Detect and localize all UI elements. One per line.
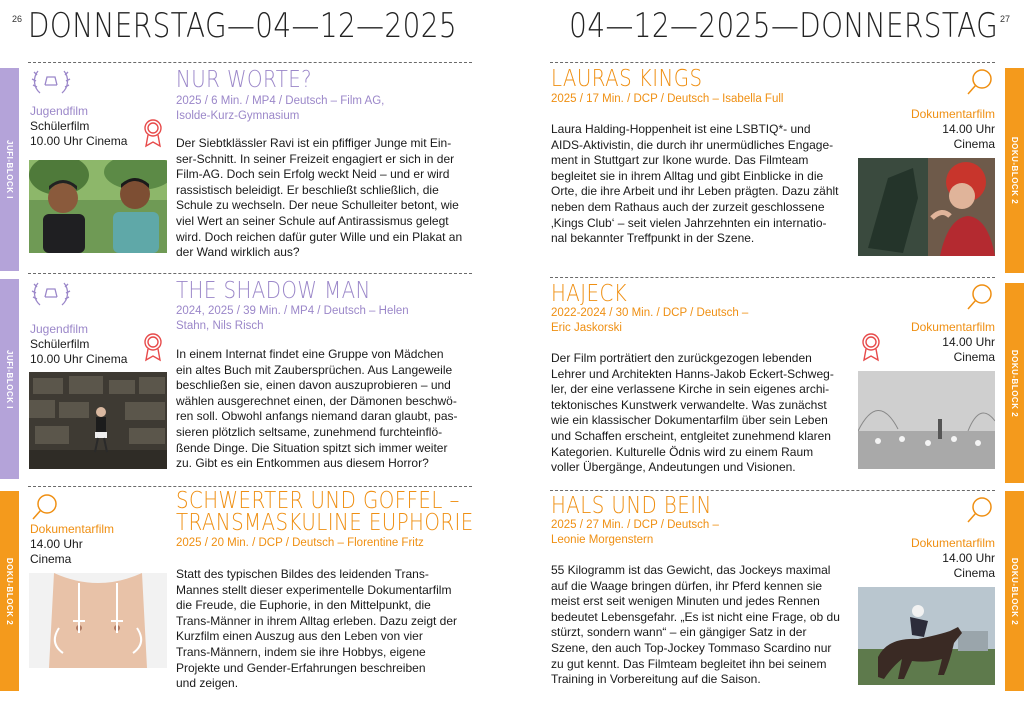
film-description: Statt des typischen Bildes des leidenden Trans- Mannes stellt dieser experimentelle Dokumentarfilm die Freude, die Euphorie, in den Mittelpunkt, die Trans-Männer in ihrem Alltag erleben. Dazu zeigt der Kurzfilm einen Auszug aus den Leben von vier Trans-Männern, indem sie ihre Hobbys, eigene Projekte und Gender-Erfahrungen beschreiben und zeigen. [176, 567, 458, 691]
category-label: Schülerfilm [30, 337, 90, 351]
film-still-hajeck [858, 371, 995, 469]
dashed-divider [550, 490, 995, 491]
screening-info [30, 104, 127, 149]
film-meta: 2025 / 17 Min. / DCP / Deutsch – Isabella Full [551, 93, 784, 105]
laurel-wreath-icon [30, 279, 72, 309]
magnifier-icon [965, 67, 995, 97]
block-tab-doku: DOKU-BLOCK 2 [1005, 491, 1024, 691]
award-ribbon-icon [142, 332, 164, 362]
genre-label: Jugendfilm [30, 322, 89, 336]
film-still-hals-und-bein [858, 587, 995, 685]
dashed-divider [28, 273, 472, 274]
film-title: THE SHADOW MAN [176, 278, 371, 304]
block-tab-doku: DOKU-BLOCK 2 [1005, 68, 1024, 273]
time-label: 14.00 Uhr [942, 551, 995, 565]
page-header-right: 04—12—2025—DONNERSTAG [568, 6, 998, 46]
film-meta: 2022-2024 / 30 Min. / DCP / Deutsch – Eric Jaskorski [551, 307, 749, 334]
film-still-nur-worte [29, 160, 167, 253]
film-still-schwerter-und-goffel [29, 573, 167, 668]
time-venue: 10.00 Uhr Cinema [30, 134, 128, 148]
venue-label: Cinema [953, 566, 995, 580]
genre-label: Dokumentarfilm [910, 320, 995, 334]
time-label: 14.00 Uhr [942, 335, 995, 349]
venue-label: Cinema [953, 137, 995, 151]
genre-label: Dokumentarfilm [910, 107, 995, 121]
block-tab-doku: DOKU-BLOCK 2 [0, 491, 19, 691]
block-tab-jufi: JUFI-BLOCK I [0, 68, 19, 271]
film-meta: 2025 / 27 Min. / DCP / Deutsch – Leonie Morgenstern [551, 519, 719, 546]
block-tab-doku: DOKU-BLOCK 2 [1005, 283, 1024, 483]
venue-label: Cinema [953, 350, 995, 364]
time-venue: 10.00 Uhr Cinema [30, 352, 128, 366]
film-title: NUR WORTE? [176, 67, 313, 93]
film-description: 55 Kilogramm ist das Gewicht, das Jockeys maximal auf die Waage bringen dürfen, ihr Pferd kennen sie meist erst seit wenigen Minuten und jedes Rennen bedeutet Lebensgefahr. „Es ist nicht eine Frage, ob du stürzt, sondern wann“ – ein gängiger Satz in der Szene, den auch Top-Jockey Tommaso Scardino nur zu gut kennt. Das Filmteam begleitet ihn bei seinem Training in Vorbereitung auf die Saison. [551, 563, 840, 687]
magnifier-icon [965, 282, 995, 312]
film-description: Der Film porträtiert den zurückgezogen lebenden Lehrer und Architekten Hanns-Jakob Eckert-Schweg- ler, der eine verlassene Kirche in sein eigenes archi- tektonisches Kunstwerk verwandelte. Was zunächst wie ein klassischer Dokumentarfilm über sein Leben und Schaffen erscheint, entgleitet zunehmend klaren Kategorien. Kulturelle Ödnis wird zu einem Raum voller Übergänge, Andeutungen und Visionen. [551, 351, 834, 475]
film-description: Laura Halding-Hoppenheit ist eine LSBTIQ*- und AIDS-Aktivistin, die durch ihr unermüdliches Engage- ment in Stuttgart zur Ikone wurde. Das Filmteam begleitet sie in ihrem Alltag und gibt Einblicke in die Orte, die ihre Arbeit und ihr Leben prägten. Dazu zählt neben dem Rathaus auch der zurzeit geschlossene ‚Kings Club‘ – seit vielen Jahrzehnten ein internatio- nal bekannter Treffpunkt in der Szene. [551, 122, 839, 246]
screening-info [911, 107, 995, 152]
film-title: HALS UND BEIN [551, 493, 712, 519]
film-meta: 2025 / 6 Min. / MP4 / Deutsch – Film AG, Isolde-Kurz-Gymnasium [176, 95, 385, 122]
screening-info [30, 522, 114, 567]
genre-label: Jugendfilm [30, 104, 89, 118]
film-still-lauras-kings [858, 158, 995, 256]
genre-label: Dokumentarfilm [30, 522, 115, 536]
film-description: In einem Internat findet eine Gruppe von Mädchen ein altes Buch mit Zaubersprüchen. Aus Langeweile beschließen sie, einen davon auszuprobieren – und wählen ausgerechnet einen, der Dämonen beschwö- ren soll. Obwohl anfangs niemand daran glaubt, pas- sieren plötzlich seltsame, zunehmend furchteinflö- ßende Dinge. Die Situation spitzt sich immer weiter zu. Gibt es ein Entkommen aus diesem Horror? [176, 347, 458, 471]
screening-info [30, 322, 127, 367]
genre-label: Dokumentarfilm [910, 536, 995, 550]
screening-info [911, 536, 995, 581]
film-meta: 2024, 2025 / 39 Min. / MP4 / Deutsch – Helen Stahn, Nils Risch [176, 305, 409, 332]
film-meta: 2025 / 20 Min. / DCP / Deutsch – Florentine Fritz [176, 537, 424, 549]
film-title: HAJECK [551, 281, 628, 307]
dashed-divider [28, 62, 472, 63]
time-label: 14.00 Uhr [942, 122, 995, 136]
time-label: 14.00 Uhr [30, 537, 83, 551]
venue-label: Cinema [30, 552, 72, 566]
page-number-right: 27 [1000, 14, 1011, 24]
page-number-left: 26 [12, 14, 23, 24]
magnifier-icon [30, 492, 60, 522]
dashed-divider [28, 486, 472, 487]
screening-info [911, 320, 995, 365]
block-tab-jufi: JUFI-BLOCK I [0, 279, 19, 479]
film-title: SCHWERTER UND GOFFEL – TRANSMASKULINE EUPHORIE [176, 488, 474, 536]
film-description: Der Siebtklässler Ravi ist ein pfiffiger Junge mit Ein- ser-Schnitt. In seiner Freizeit engagiert er sich in der Film-AG. Doch sein Erfolg weckt Neid – und er wird rassistisch beleidigt. Er beschließt schließlich, die Schule zu wechseln. Der neue Schulleiter betont, wie viel Wert an seiner Schule auf Antirassismus gelegt wird. Doch reichen dafür guter Wille und ein Plakat an der Wand wirklich aus? [176, 136, 463, 260]
film-title: LAURAS KINGS [551, 66, 703, 92]
film-still-the-shadow-man [29, 372, 167, 469]
dashed-divider [550, 62, 995, 63]
award-ribbon-icon [860, 332, 882, 362]
award-ribbon-icon [142, 118, 164, 148]
laurel-wreath-icon [30, 67, 72, 97]
page-header-left: DONNERSTAG—04—12—2025 [28, 6, 458, 46]
category-label: Schülerfilm [30, 119, 90, 133]
magnifier-icon [965, 495, 995, 525]
dashed-divider [550, 277, 995, 278]
